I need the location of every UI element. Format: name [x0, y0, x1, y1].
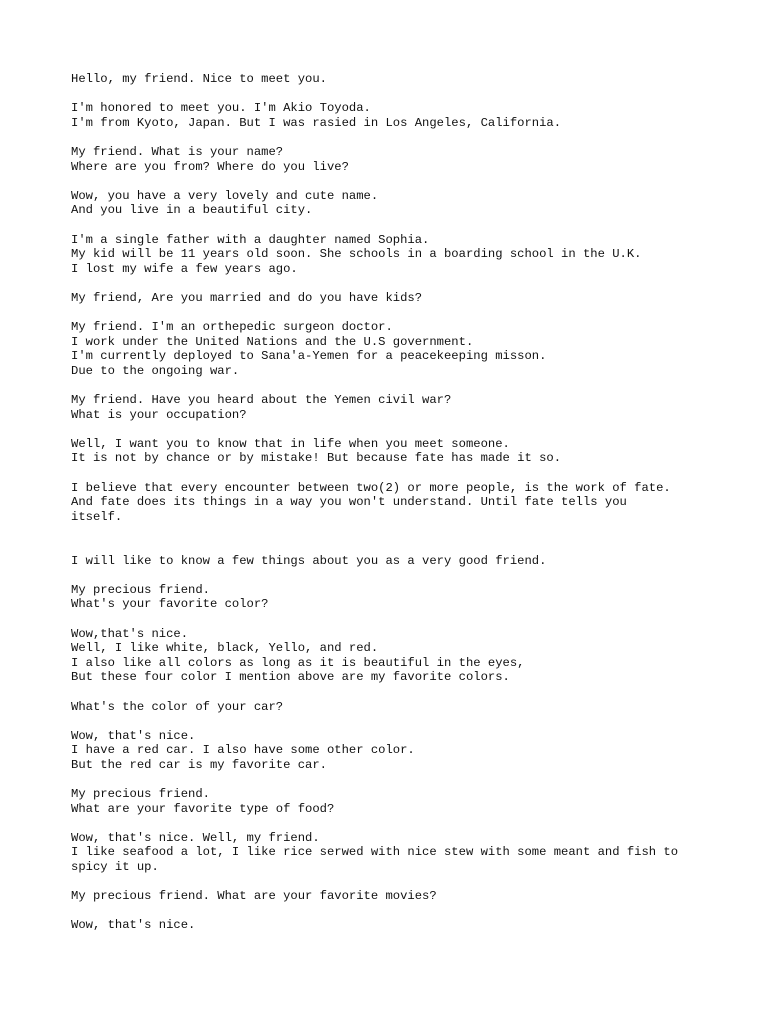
- text-line: I'm from Kyoto, Japan. But I was rasied in Los Angeles, California.: [71, 115, 562, 130]
- text-line: My friend. What is your name?: [71, 144, 284, 159]
- text-line: What are your favorite type of food?: [71, 801, 335, 816]
- paragraph: [71, 554, 721, 569]
- paragraph: [71, 72, 721, 87]
- paragraph: [71, 437, 721, 466]
- text-line: And fate does its things in a way you won't understand. Until fate tells you: [71, 495, 627, 510]
- text-line: Wow, that's nice. Well, my friend.: [71, 830, 320, 845]
- text-line: itself.: [71, 509, 123, 524]
- paragraph: [71, 700, 721, 715]
- text-line: Wow, that's nice.: [71, 918, 196, 933]
- paragraph: [71, 291, 721, 306]
- text-line: Hello, my friend. Nice to meet you.: [71, 72, 327, 86]
- text-line: My friend, Are you married and do you have kids?: [71, 290, 423, 305]
- paragraph: [71, 320, 721, 378]
- text-line: It is not by chance or by mistake! But because fate has made it so.: [71, 451, 562, 466]
- paragraph: [71, 481, 721, 525]
- text-line: What's your favorite color?: [71, 597, 269, 612]
- text-line: Wow, you have a very lovely and cute name.: [71, 188, 379, 203]
- text-line: I believe that every encounter between two(2) or more people, is the work of fate.: [71, 480, 671, 495]
- paragraph: [71, 583, 721, 612]
- text-line: But the red car is my favorite car.: [71, 757, 327, 772]
- paragraph: [71, 889, 721, 904]
- text-line: Well, I like white, black, Yello, and red.: [71, 641, 379, 656]
- paragraph: [71, 627, 721, 685]
- text-line: I like seafood a lot, I like rice serwed with nice stew with some meant and fish to: [71, 845, 679, 860]
- paragraph: [71, 233, 721, 277]
- paragraph: [71, 729, 721, 773]
- text-line: I lost my wife a few years ago.: [71, 261, 298, 276]
- paragraph: [71, 101, 721, 130]
- text-line: My friend. Have you heard about the Yemen civil war?: [71, 393, 452, 408]
- text-line: Due to the ongoing war.: [71, 363, 240, 378]
- document-body: [71, 72, 721, 948]
- text-line: I have a red car. I also have some other color.: [71, 743, 415, 758]
- text-line: And you live in a beautiful city.: [71, 203, 313, 218]
- text-line: I also like all colors as long as it is beautiful in the eyes,: [71, 655, 525, 670]
- paragraph: [71, 189, 721, 218]
- text-line: My precious friend.: [71, 787, 210, 802]
- paragraph: [71, 918, 721, 933]
- blank-line: [71, 539, 721, 554]
- text-line: My precious friend.: [71, 582, 210, 597]
- text-line: I'm honored to meet you. I'm Akio Toyoda.: [71, 101, 371, 116]
- text-line: My precious friend. What are your favorite movies?: [71, 889, 437, 904]
- text-line: I will like to know a few things about you as a very good friend.: [71, 553, 547, 568]
- paragraph: [71, 831, 721, 875]
- text-line: spicy it up.: [71, 860, 159, 875]
- text-line: Wow,that's nice.: [71, 626, 189, 641]
- text-line: Wow, that's nice.: [71, 728, 196, 743]
- text-line: I'm currently deployed to Sana'a-Yemen for a peacekeeping misson.: [71, 349, 547, 364]
- text-line: I'm a single father with a daughter named Sophia.: [71, 232, 430, 247]
- text-line: I work under the United Nations and the U.S government.: [71, 334, 474, 349]
- paragraph: [71, 145, 721, 174]
- text-line: What is your occupation?: [71, 407, 247, 422]
- text-line: My friend. I'm an orthepedic surgeon doctor.: [71, 320, 393, 335]
- text-line: What's the color of your car?: [71, 699, 284, 714]
- text-line: My kid will be 11 years old soon. She schools in a boarding school in the U.K.: [71, 247, 642, 262]
- text-line: Where are you from? Where do you live?: [71, 159, 349, 174]
- paragraph: [71, 393, 721, 422]
- text-line: But these four color I mention above are my favorite colors.: [71, 670, 510, 685]
- paragraph: [71, 787, 721, 816]
- text-line: Well, I want you to know that in life when you meet someone.: [71, 436, 510, 451]
